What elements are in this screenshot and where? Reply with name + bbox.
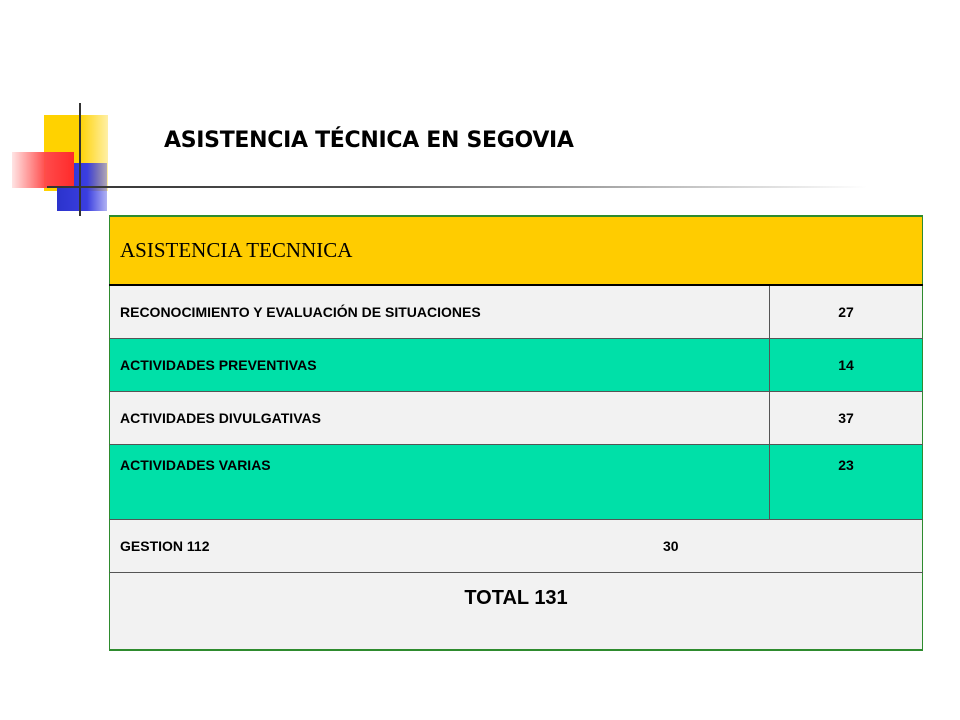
corner-decoration [0, 0, 140, 230]
row-value: 27 [770, 285, 923, 339]
page-title: ASISTENCIA TÉCNICA EN SEGOVIA [164, 128, 574, 153]
row-value: 37 [770, 392, 923, 445]
gestion-cell [110, 520, 923, 573]
table-row [110, 339, 923, 392]
row-label: RECONOCIMIENTO Y EVALUACIÓN DE SITUACIONES [110, 285, 770, 339]
vertical-rule [79, 103, 81, 216]
red-bar-decoration [12, 152, 74, 188]
total-cell: TOTAL 131 [110, 573, 923, 651]
table-header: ASISTENCIA TECNNICA [110, 216, 923, 285]
row-label: ACTIVIDADES PREVENTIVAS [110, 339, 770, 392]
assistance-table [109, 215, 922, 628]
title-underline [47, 186, 867, 188]
row-value: 14 [770, 339, 923, 392]
total-row [110, 573, 923, 651]
row-label: ACTIVIDADES DIVULGATIVAS [110, 392, 770, 445]
row-label: ACTIVIDADES VARIAS [110, 445, 770, 520]
gestion-row [110, 520, 923, 573]
row-value: 23 [770, 445, 923, 520]
gestion-label: GESTION 112 [120, 538, 210, 554]
gestion-value: 30 [663, 538, 679, 554]
table-row [110, 285, 923, 339]
table-row [110, 392, 923, 445]
table-row [110, 445, 923, 520]
table-header-row [110, 216, 923, 285]
